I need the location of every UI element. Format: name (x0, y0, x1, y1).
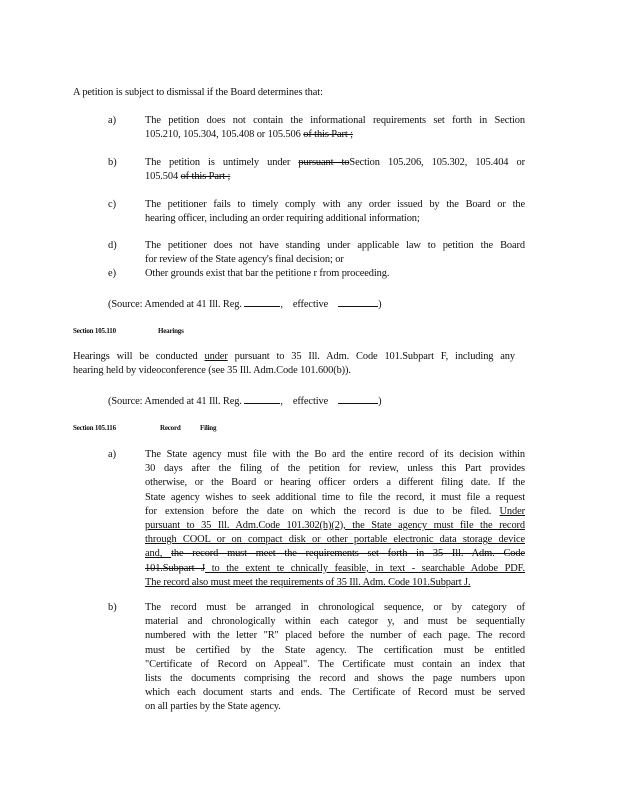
text-run: The petition is untimely under (145, 157, 299, 168)
source-note-2 (108, 393, 382, 409)
section-label-116 (73, 422, 116, 434)
text-line (145, 253, 344, 267)
text-line (145, 672, 525, 686)
text-line (145, 267, 389, 281)
text-line (145, 198, 525, 212)
text-run: The record must be arranged in chronological sequence, or by category of (145, 602, 525, 613)
text-line (145, 212, 420, 226)
source-effective: effective (292, 396, 329, 407)
struck-text: of this Part ; (303, 129, 353, 140)
blank-effective (338, 393, 378, 404)
text-line (145, 644, 525, 658)
inserted-text: The record also must meet the requirements of 35 Ill. Adm. Code 101.Subpart J. (145, 576, 471, 588)
text-line (145, 629, 525, 643)
text-line (145, 700, 281, 714)
source-note-label: (Source: Amended at 41 Ill. Reg. (108, 299, 242, 310)
blank-reg (244, 296, 280, 307)
text-line (73, 350, 515, 364)
text-run: otherwise, or the Board or hearing officer orders a different filing date. If the (145, 477, 525, 489)
text-run: State agency wishes to seek additional time to file the record, it must file a request (145, 491, 525, 503)
list-item-label: e) (108, 268, 117, 279)
blank-reg (244, 393, 280, 404)
text-line (145, 533, 525, 547)
text-line (145, 114, 525, 128)
text-run: for review of the State agency's final decision; or (145, 254, 344, 265)
text-run: numbered with the letter "R" placed before the number of each page. The record (145, 630, 525, 642)
source-sep: , (280, 396, 283, 407)
text-run: Hearings will be conducted (73, 351, 205, 362)
inserted-text: and, (145, 548, 172, 560)
section-title-filing: Filing (200, 424, 217, 432)
inserted-text: to the extent te chnically feasible, in text - searchable Adobe PDF. (205, 562, 525, 574)
text-line (73, 364, 351, 378)
text-run: hearing held by videoconference (see 35 Ill. Adm.Code 101.600(b)). (73, 365, 351, 376)
text-line (145, 476, 525, 490)
section-number-110: Section 105.110 (73, 327, 116, 335)
text-line (145, 462, 525, 476)
list-item-label: b) (108, 602, 117, 613)
inserted-text: Under (499, 505, 525, 517)
source-close: ) (378, 299, 382, 310)
text-run: which each document starts and ends. The Certificate of Record must be served (145, 687, 525, 699)
intro-text: A petition is subject to dismissal if the Board determines that: (73, 87, 323, 98)
text-line (145, 128, 353, 142)
text-run: Other grounds exist that bar the petitione r from proceeding. (145, 268, 390, 279)
text-run: pursuant to 35 Ill. Adm. Code 101.Subpart F, including any (227, 351, 515, 362)
text-run: hearing officer, including an order requiring additional information; (145, 213, 420, 224)
text-run: 105.210, 105.304, 105.408 or 105.506 (145, 129, 304, 140)
section-title-hearings: Hearings (158, 327, 184, 335)
text-line (145, 658, 525, 672)
text-run: material and chronologically within each categor y, and must be sequentially (145, 616, 525, 628)
source-close: ) (378, 396, 382, 407)
text-line (145, 239, 525, 253)
inserted-text: pursuant to 35 Ill. Adm.Code 101.302(h)(2), the State agency must file the record (145, 520, 525, 531)
list-item-label: a) (108, 115, 117, 126)
struck-text: the record must meet the requirements set forth in 35 Ill. Adm. Code (171, 548, 525, 560)
text-run: on all parties by the State agency. (145, 701, 281, 713)
list-item-label: c) (108, 199, 117, 210)
text-run: Section 105.206, 105.302, 105.404 or (349, 157, 525, 168)
text-line (145, 170, 230, 184)
list-item-label: b) (108, 157, 117, 168)
text-run: 105.504 (145, 171, 181, 182)
text-line (145, 156, 525, 170)
text-run: must be certified by the State agency. The certification must be entitled (145, 644, 525, 656)
text-line (145, 491, 525, 505)
source-note-1 (108, 296, 382, 312)
text-line (145, 562, 525, 576)
text-run: 30 days after the filing of the petition for review, unless this Part provides (145, 463, 525, 475)
section-title-record: Record (160, 424, 181, 432)
text-run: "Certificate of Record on Appeal". The Certificate must contain an index that (145, 658, 525, 670)
source-effective: effective (292, 299, 329, 310)
struck-text: 101.Subpart J (145, 562, 206, 574)
text-line (145, 505, 525, 519)
section-number-116: Section 105.116 (73, 424, 116, 432)
list-item-label: a) (108, 449, 117, 460)
source-note-label: (Source: Amended at 41 Ill. Reg. (108, 396, 242, 407)
text-line (145, 601, 525, 615)
text-run: The State agency must file with the Bo ard the entire record of its decision within (145, 449, 525, 460)
text-line (145, 615, 525, 629)
list-item-label: d) (108, 240, 117, 251)
text-run: for extension before the date on which the record is due to be filed. (145, 505, 500, 517)
struck-text: pursuant to (298, 157, 350, 168)
text-run: The petitioner does not have standing under applicable law to petition the Board (145, 240, 525, 251)
text-line (145, 576, 471, 590)
inserted-text: under (204, 351, 228, 362)
text-line (145, 519, 525, 533)
struck-text: of this Part ; (180, 171, 231, 182)
text-run: lists the documents comprising the record and shows the page numbers upon (145, 673, 525, 684)
source-sep: , (280, 299, 283, 310)
text-line (145, 448, 525, 462)
text-line (145, 547, 525, 561)
inserted-text: through COOL or on compact disk or other portable electronic data storage device (145, 534, 525, 546)
text-run: The petitioner fails to timely comply with any order issued by the Board or the (145, 199, 525, 210)
text-line (145, 686, 525, 700)
blank-effective (338, 296, 378, 307)
text-run: The petition does not contain the informational requirements set forth in Section (145, 115, 525, 126)
